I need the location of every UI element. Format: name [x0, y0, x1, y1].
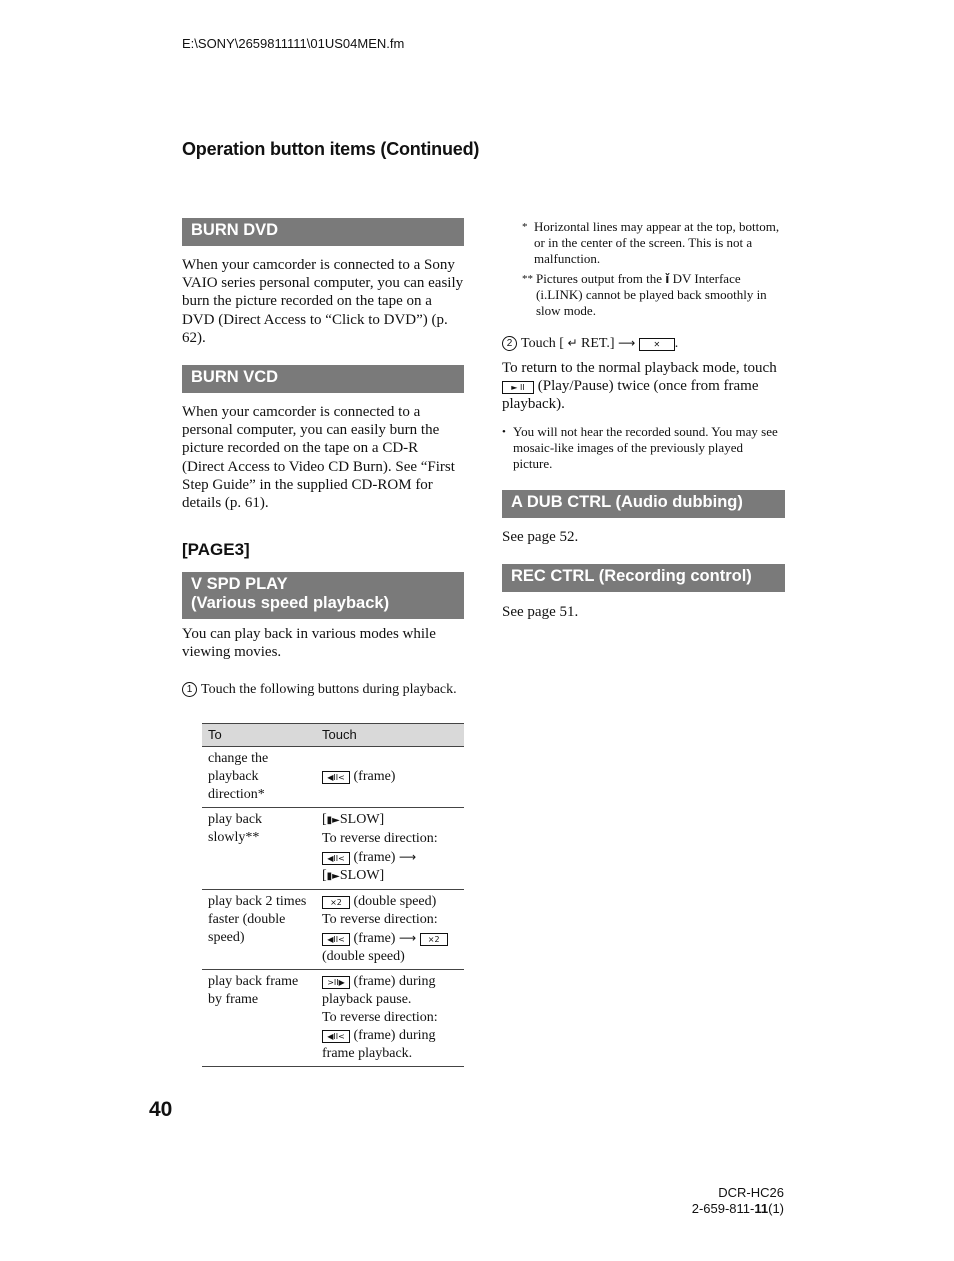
- step2-end: .: [674, 336, 679, 351]
- vspd-title-line1: V SPD PLAY: [191, 575, 288, 593]
- bullet-text: You will not hear the recorded sound. You may see mosaic-like images of the previously played picture.: [513, 424, 778, 471]
- note-1-mark: *: [522, 221, 528, 233]
- speed-table: [202, 723, 464, 1067]
- arrow-icon: ⟶: [398, 931, 417, 945]
- table-header-row: [202, 724, 464, 747]
- part-code-bold: 11: [754, 1201, 769, 1216]
- slow-label: SLOW]: [339, 812, 385, 827]
- burn-dvd-text: When your camcorder is connected to a Sony VAIO series personal computer, you can easily burn the picture recorded on the tape on a DVD (Direct Access to “Click to DVD”) (p. 62).: [182, 257, 464, 346]
- table-row: [202, 808, 464, 890]
- bullet-icon: •: [502, 426, 506, 438]
- arrow-icon: ⟶: [618, 336, 636, 350]
- double-speed-button-icon: ×2: [322, 896, 350, 909]
- bullet-note: [502, 424, 784, 472]
- burn-vcd-text: When your camcorder is connected to a personal computer, you can easily burn the picture recorded on the tape on a CD-R (Direct Access to Video CD Burn). See “First Step Guide” in the supplied CD-ROM for details (p. 61).: [182, 404, 455, 512]
- frame-reverse-button-icon: ◀II<: [322, 933, 350, 946]
- page3-heading: [PAGE3]: [182, 540, 250, 559]
- table-cell-to: play back frame by frame: [202, 970, 316, 1067]
- a-dub-text: See page 52.: [502, 529, 579, 545]
- step1: [182, 681, 464, 699]
- note-1-text: Horizontal lines may appear at the top, bottom, or in the center of the screen. This is not a malfunction.: [534, 219, 780, 266]
- rec-ctrl-heading: REC CTRL (Recording control): [502, 564, 785, 592]
- step2: [502, 334, 784, 353]
- table-cell-touch: [316, 970, 464, 1067]
- vspd-title-line2: (Various speed playback): [191, 594, 390, 612]
- double-speed-label: (double speed): [322, 949, 405, 964]
- table-header-to: To: [202, 724, 316, 747]
- table-header-touch: Touch: [316, 724, 464, 747]
- rec-ctrl-text: See page 51.: [502, 604, 579, 620]
- note-2-text-a: Pictures output from the: [536, 271, 663, 286]
- double-speed-button-icon: ×2: [420, 933, 448, 946]
- frame-pause-label: (frame) during playback pause.: [322, 974, 436, 1007]
- double-speed-label: (double speed): [353, 894, 437, 909]
- return-text: [502, 359, 784, 414]
- frame-forward-button-icon: >II▶: [322, 976, 350, 989]
- part-code: [692, 1201, 784, 1217]
- return-text-a: To return to the normal playback mode, touch: [502, 360, 777, 376]
- table-cell-touch: [316, 808, 464, 890]
- page-number: 40: [149, 1098, 173, 1121]
- return-icon: ↵: [567, 336, 578, 350]
- close-button-icon: ✕: [639, 338, 675, 351]
- step2-text-b: RET.]: [581, 336, 615, 351]
- slow-label: SLOW]: [339, 868, 385, 883]
- model-code: DCR-HC26: [718, 1185, 784, 1200]
- part-code-prefix: 2-659-811-: [691, 1201, 755, 1216]
- slow-bracket: [: [322, 868, 327, 883]
- step2-text-a: Touch [: [521, 336, 564, 351]
- frame-play-label: (frame) during frame playback.: [322, 1028, 436, 1061]
- table-cell-to: play back 2 times faster (double speed): [202, 890, 316, 970]
- burn-vcd-heading: BURN VCD: [182, 365, 464, 393]
- footer-codes: [692, 1185, 784, 1217]
- table-row: [202, 970, 464, 1067]
- arrow-icon: ⟶: [398, 850, 417, 864]
- table-cell-to: play back slowly**: [202, 808, 316, 890]
- file-path: E:\SONY\2659811111\01US04MEN.fm: [182, 36, 405, 51]
- reverse-label: To reverse direction:: [322, 912, 438, 927]
- note-2-text-b: DV Interface (i.LINK) cannot be played back smoothly in slow mode.: [536, 271, 767, 318]
- reverse-label: To reverse direction:: [322, 831, 438, 846]
- slow-bracket: [: [322, 812, 327, 827]
- reverse-label: To reverse direction:: [322, 1010, 438, 1025]
- slow-play-icon: ▮►: [326, 871, 340, 882]
- frame-reverse-button-icon: ◀II<: [322, 1030, 350, 1043]
- frame-label: (frame): [353, 769, 396, 784]
- ilink-icon: ǐ: [665, 272, 670, 286]
- note-2: [522, 271, 784, 319]
- vspd-heading: [182, 572, 464, 619]
- frame-label: (frame): [353, 931, 396, 946]
- a-dub-heading: A DUB CTRL (Audio dubbing): [502, 490, 785, 518]
- table-row: [202, 747, 464, 808]
- return-text-b: (Play/Pause) twice (once from frame playback).: [502, 378, 759, 413]
- section-title: Operation button items (Continued): [182, 139, 480, 159]
- vspd-text: You can play back in various modes while viewing movies.: [182, 626, 436, 661]
- step2-number: 2: [502, 336, 517, 351]
- note-2-mark: **: [522, 273, 533, 285]
- table-row: [202, 890, 464, 970]
- step1-text: Touch the following buttons during playback.: [201, 682, 457, 697]
- step1-number: 1: [182, 682, 197, 697]
- part-code-suffix: (1): [768, 1201, 784, 1216]
- frame-label: (frame): [353, 850, 396, 865]
- table-cell-touch: [316, 747, 464, 808]
- frame-reverse-button-icon: ◀II<: [322, 771, 350, 784]
- table-cell-to: change the playback direction*: [202, 747, 316, 808]
- frame-reverse-button-icon: ◀II<: [322, 852, 350, 865]
- table-cell-touch: [316, 890, 464, 970]
- play-pause-icon: ► II: [502, 381, 534, 394]
- slow-play-icon: ▮►: [326, 815, 340, 826]
- note-1: [522, 219, 784, 267]
- burn-dvd-heading: BURN DVD: [182, 218, 464, 246]
